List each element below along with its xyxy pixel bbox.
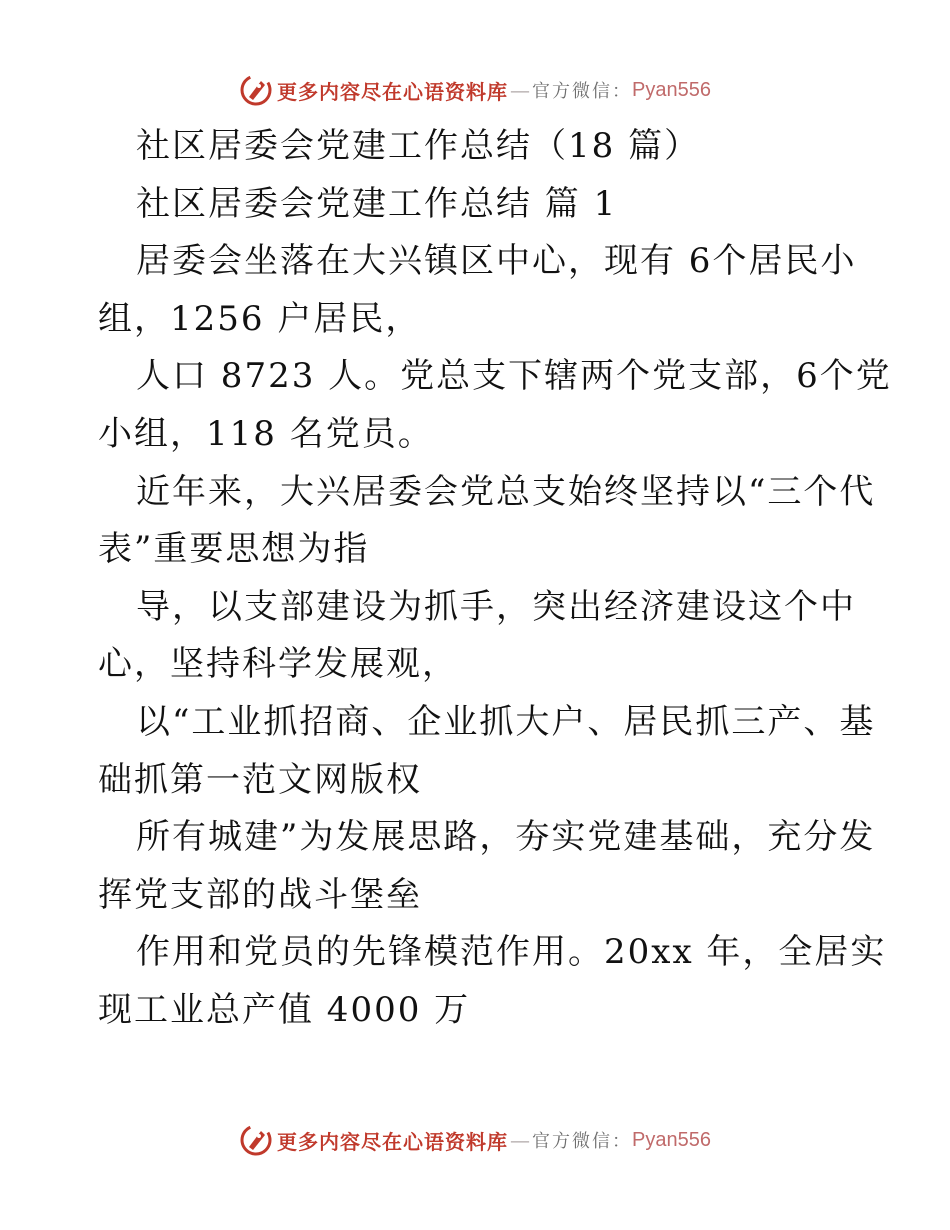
paragraph-line: 组，1256 户居民，: [98, 298, 422, 339]
paragraph-line: 以“工业抓招商、企业抓大户、居民抓三产、基: [136, 701, 876, 742]
paragraph-line: 挥党支部的战斗堡垒: [98, 874, 422, 915]
paragraph-line: 所有城建”为发展思路，夯实党建基础，充分发: [136, 817, 876, 858]
paragraph-line: 表”重要思想为指: [98, 529, 370, 570]
paragraph-line: 人口 8723 人。党总支下辖两个党支部，6个党: [136, 356, 892, 397]
paragraph-line: 心，坚持科学发展观，: [98, 644, 458, 685]
banner-brand-text: 更多内容尽在心语资料库: [277, 79, 509, 104]
banner-brand-text: 更多内容尽在心语资料库: [277, 1129, 509, 1154]
paragraph-line: 现工业总产值 4000 万: [98, 989, 471, 1030]
banner-wechat-label: 官方微信：: [532, 1131, 633, 1152]
pen-nib-logo-icon: [239, 73, 273, 107]
paragraph-line: 近年来，大兴居委会党总支始终坚持以“三个代: [136, 471, 876, 512]
footer-banner: [0, 1120, 950, 1160]
pen-nib-logo-icon: [239, 1123, 273, 1157]
banner-wechat-id: Pyan556: [632, 1128, 711, 1151]
banner-wechat-label: 官方微信：: [532, 81, 633, 102]
banner-separator: —: [510, 78, 531, 102]
paragraph-line: 导，以支部建设为抓手，突出经济建设这个中: [136, 586, 856, 627]
section-heading: 社区居委会党建工作总结 篇 1: [136, 183, 618, 224]
paragraph-line: 小组，118 名党员。: [98, 413, 434, 454]
banner-separator: —: [510, 1128, 531, 1152]
paragraph-line: 作用和党员的先锋模范作用。20xx 年，全居实: [136, 932, 887, 973]
header-banner: [0, 70, 950, 110]
document-title: 社区居委会党建工作总结（18 篇）: [136, 126, 701, 166]
document-body: [98, 118, 892, 1040]
paragraph-line: 居委会坐落在大兴镇区中心，现有 6个居民小: [136, 241, 857, 282]
banner-wechat-id: Pyan556: [632, 78, 711, 101]
paragraph-line: 础抓第一范文网版权: [98, 759, 422, 800]
